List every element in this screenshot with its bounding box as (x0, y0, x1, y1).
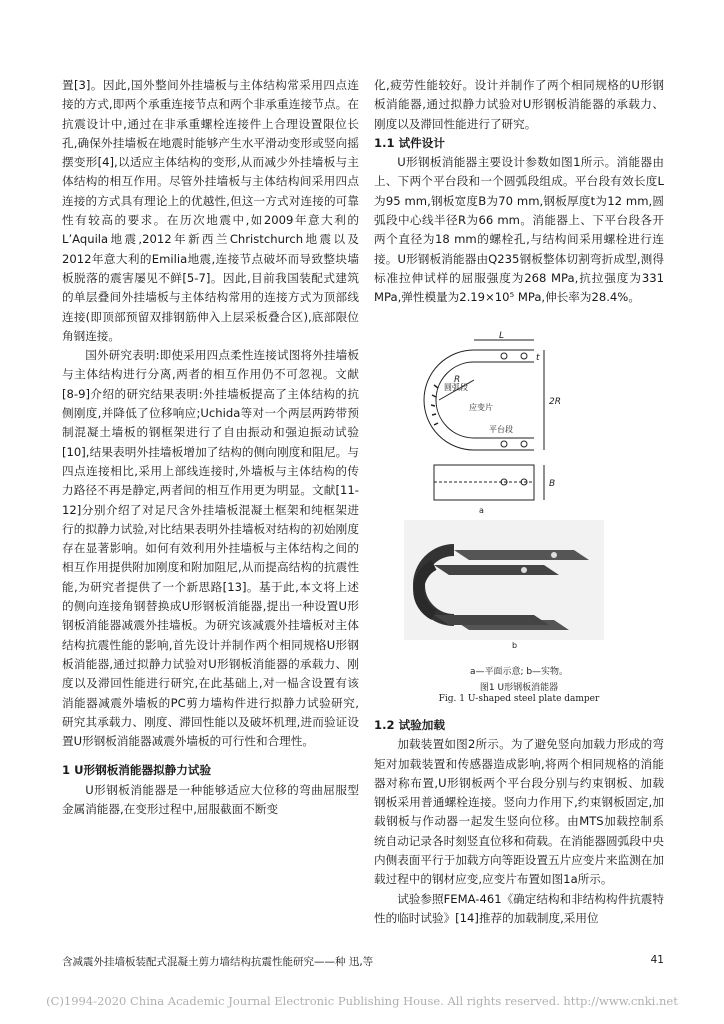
paragraph: 置[3]。因此,国外整间外挂墙板与主体结构常采用四点连接的方式,即两个承重连接节点和两个非承重连接节点。在抗震设计中,通过在非承重螺栓连接件上合理设置限位长孔,确保外挂墙板在地震时能够产生水平滑动变形或竖向摇摆变形[4],以适应主体结构的变形,从而减少外挂墙板与主体结构的相互作用。尽管外挂墙板与主体结构间采用四点连接的方式具有理论上的优越性,但这一方式对连接的可靠性有较高的要求。在历次地震中,如2009年意大利的L’Aquila地震,2012年新西兰Christchurch地震以及2012年意大利的Emilia地震,连接节点破坏而导致整块墙板脱落的震害屡见不鲜[5-7]。因此,目前我国装配式建筑的单层叠间外挂墙板与主体结构常用的连接方式为顶部线连接(即顶部预留双排钢筋伸入上层采板叠合区),底部限位角钢连接。 (62, 78, 359, 343)
bolt-hole (521, 441, 527, 447)
right-column-lower (374, 716, 664, 928)
dim-L-label: L (499, 331, 505, 341)
bolt-hole (501, 353, 507, 359)
label-arc-segment: 圆弧段 (444, 383, 468, 392)
copyright-watermark: (C)1994-2020 China Academic Journal Electronic Publishing House. All rights reserved. http://www.cnki.net (46, 994, 678, 1008)
label-strain-gauge: 应变片 (469, 403, 493, 412)
figure-legend: a—平面示意; b—实物。 (469, 667, 569, 677)
paragraph: 国外研究表明:即使采用四点柔性连接试图将外挂墙板与主体结构进行分离,两者的相互作用仍不可忽视。文献[8-9]介绍的研究结果表明:外挂墙板提高了主体结构的抗侧刚度,并降低了位移响应;Uchida等对一个两层两跨带预制混凝土墙板的钢框架进行了自由振动和强迫振动试验[10],结果表明外挂墙板增加了结构的侧向刚度和阻尼。与四点连接相比,采用上部线连接时,外墙板与主体结构的传力路径不再是静定,两者间的相互作用更为明显。文献[11-12]分别介绍了对足尺含外挂墙板混凝土框架和纯框架进行的拟静力试验,对比结果表明外挂墙板对结构的初始刚度存在显著影响。如何有效利用外挂墙板与主体结构之间的相互作用提供附加刚度和附加阻尼,从而提高结构的抗震性能,为研究者提供了一个新思路[13]。基于此,本文将上述的侧向连接角钢替换成U形钢板消能器,提出一种设置U形钢板消能器减震外挂墙板。为研究该减震外挂墙板对主体结构抗震性能的影响,首先设计并制作两个相同规格U形钢板消能器,通过拟静力试验对U形钢板消能器的承载力、刚度以及滞回性能进行研究,在此基础上,对一榀含设置有该消能器减震外墙板的PC剪力墙构件进行拟静力试验研究,研究其承载力、刚度、滞回性能以及破坏机理,进而验证设置U形钢板消能器减震外墙板的可行性和合理性。 (62, 348, 359, 749)
dim-2R-label: 2R (549, 397, 561, 407)
figure-caption-cn: 图1 U形钢板消能器 (479, 683, 559, 693)
paragraph: U形钢板消能器是一种能够适应大位移的弯曲屈服型金属消能器,在变形过程中,屈服截面不断变 (62, 782, 359, 816)
figure-1-drawing (374, 330, 664, 710)
figure-1 (374, 330, 664, 710)
u-inner-outline (436, 362, 534, 438)
bolt-hole (501, 441, 507, 447)
damper-plan-sketch (424, 340, 544, 500)
dim-B-label: B (549, 479, 556, 489)
dim-t-label: t (536, 353, 540, 363)
label-platform-segment: 平台段 (489, 425, 513, 434)
page-number: 41 (650, 954, 664, 966)
paragraph: U形钢板消能器主要设计参数如图1所示。消能器由上、下两个平台段和一个圆弧段组成。平台段有效长度L为95 mm,钢板宽度B为70 mm,钢板厚度t为12 mm,圆弧段中心线半径R为66 mm。消能器上、下平台段各开两个直径为18 mm的螺栓孔,与结构间采用螺栓进行连接。U形钢板消能器由Q235钢板整体切割弯折成型,测得标准拉伸试样的屈服强度为268 MPa,抗拉强度为331 MPa,弹性模量为2.19×10⁵ MPa,伸长率为28.4%。 (374, 155, 664, 305)
subfigure-b-label: b (512, 641, 518, 650)
figure-caption-en: Fig. 1 U-shaped steel plate damper (438, 694, 600, 704)
bolt-hole (521, 353, 527, 359)
paragraph: 加载装置如图2所示。为了避免竖向加载力形成的弯矩对加载装置和传感器造成影响,将两个相同规格的消能器对称布置,U形钢板两个平台段分别与约束钢板、加载钢板采用普通螺栓连接。竖向力作用下,约束钢板固定,加载钢板与作动器一起发生竖向位移。由MTS加载控制系统自动记录各时刻竖直位移和荷载。在消能器圆弧段中央内侧表面平行于加载方向等距设置五片应变片来监测在加载过程中的钢材应变,应变片布置如图1a所示。 (374, 737, 664, 887)
u-outer-outline (424, 350, 534, 450)
section-heading: 1 U形钢板消能器拟静力试验 (62, 763, 212, 778)
right-column (374, 76, 664, 308)
paragraph: 试验参照FEMA-461《确定结构和非结构构件抗震特性的临时试验》[14]推荐的加载制度,采用位 (374, 891, 664, 925)
damper-photo (404, 520, 604, 640)
subsection-heading: 1.1 试件设计 (374, 135, 445, 150)
paragraph: 化,疲劳性能较好。设计并制作了两个相同规格的U形钢板消能器,通过拟静力试验对U形钢板消能器的承载力、刚度以及滞回性能进行了研究。 (374, 78, 664, 131)
dim-R-label: R (454, 375, 461, 385)
left-column (62, 76, 359, 819)
subsection-heading: 1.2 试验加载 (374, 718, 445, 732)
running-title: 含减震外挂墙板装配式混凝土剪力墙结构抗震性能研究——种 迅,等 (62, 956, 374, 968)
subfigure-a-label: a (479, 506, 484, 515)
